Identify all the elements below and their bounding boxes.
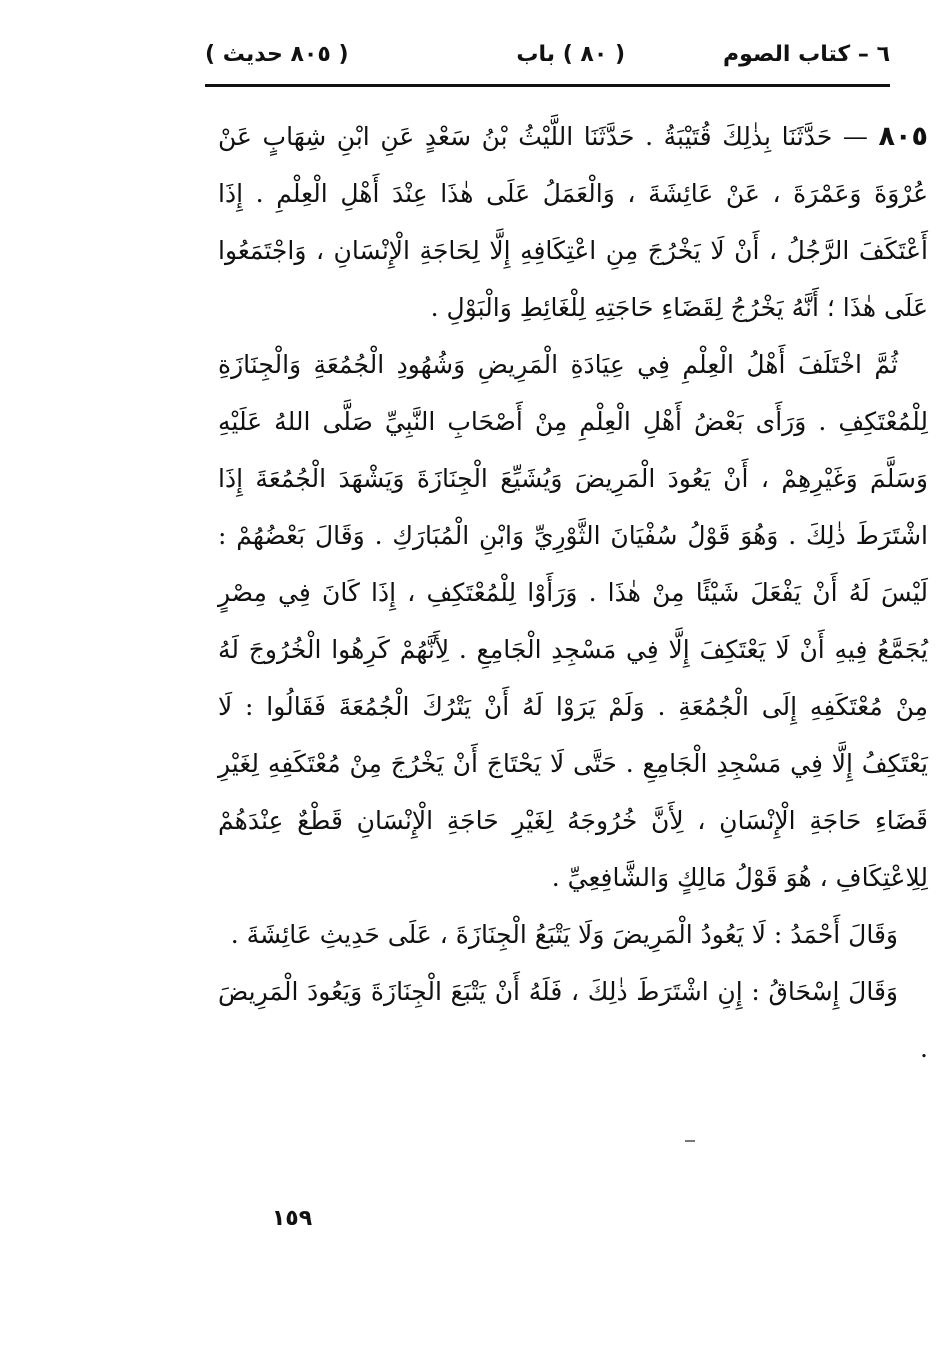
paragraph-ishaq: وَقَالَ إِسْحَاقُ : إِنِ اشْتَرَطَ ذٰلِكَ ، فَلَهُ أَنْ يَتْبَعَ الْجِنَازَةَ وَيَعُودَ الْمَرِيضَ . <box>218 977 928 1063</box>
paragraph-ahmad: وَقَالَ أَحْمَدُ : لَا يَعُودُ الْمَرِيضَ وَلَا يَتْبَعُ الْجِنَازَةَ ، عَلَى حَدِيثِ عَائِشَةَ . <box>230 920 898 949</box>
paragraph-text: — حَدَّثَنَا بِذٰلِكَ قُتَيْبَةُ . حَدَّثَنَا اللَّيْثُ بْنُ سَعْدٍ عَنِ ابْنِ شِهَابٍ عَنْ عُرْوَةَ وَعَمْرَةَ ، عَنْ عَائِشَةَ ، وَالْعَمَلُ عَلَى هٰذَا عِنْدَ أَهْلِ الْعِلْمِ . إِذَا أَعْتَكَفَ الرَّجُلُ ، أَنْ لَا يَخْرُجَ مِنِ اعْتِكَافِهِ إِلَّا لِحَاجَةِ الْإِنْسَانِ ، وَاجْتَمَعُوا عَلَى هٰذَا ؛ أَنَّهُ يَخْرُجُ لِقَضَاءِ حَاجَتِهِ لِلْغَائِطِ وَالْبَوْلِ . <box>218 122 928 322</box>
paragraph-scholars-disagreement: ثُمَّ اخْتَلَفَ أَهْلُ الْعِلْمِ فِي عِيَادَةِ الْمَرِيضِ وَشُهُودِ الْجُمُعَةِ وَالْجِنَازَةِ لِلْمُعْتَكِفِ . وَرَأَى بَعْضُ أَهْلِ الْعِلْمِ مِنْ أَصْحَابِ النَّبِيِّ صَلَّى اللهُ عَلَيْهِ وَسَلَّمَ وَغَيْرِهِمْ ، أَنْ يَعُودَ الْمَرِيضَ وَيُشَيِّعَ الْجِنَازَةَ وَيَشْهَدَ الْجُمُعَةَ إِذَا اشْتَرَطَ ذٰلِكَ . وَهُوَ قَوْلُ سُفْيَانَ الثَّوْرِيِّ وَابْنِ الْمُبَارَكِ . وَقَالَ بَعْضُهُمْ : لَيْسَ لَهُ أَنْ يَفْعَلَ شَيْئًا مِنْ هٰذَا . وَرَأَوْا لِلْمُعْتَكِفِ ، إِذَا كَانَ فِي مِصْرٍ يُجَمَّعُ فِيهِ أَنْ لَا يَعْتَكِفَ إِلَّا فِي مَسْجِدِ الْجَامِعِ . لِأَنَّهُمْ كَرِهُوا الْخُرُوجَ لَهُ مِنْ مُعْتَكَفِهِ إِلَى الْجُمُعَةِ . وَلَمْ يَرَوْا لَهُ أَنْ يَتْرُكَ الْجُمُعَةَ فَقَالُوا : لَا يَعْتَكِفُ إِلَّا فِي مَسْجِدِ الْجَامِعِ . حَتَّى لَا يَحْتَاجَ أَنْ يَخْرُجَ مِنْ مُعْتَكَفِهِ لِغَيْرِ قَضَاءِ حَاجَةِ الْإِنْسَانِ ، لِأَنَّ خُرُوجَهُ لِغَيْرِ حَاجَةِ الْإِنْسَانِ قَطْعٌ عِنْدَهُمْ لِلِاعْتِكَافِ ، هُوَ قَوْلُ مَالِكٍ وَالشَّافِعِيِّ . <box>218 350 928 892</box>
header-hadith-number: ( ٨٠٥ حديث ) <box>205 42 349 67</box>
header-chapter: ( ٨٠ ) باب <box>516 42 625 67</box>
paragraph-hadith <box>218 108 928 336</box>
header-book-title: ٦ – كتاب الصوم <box>723 42 890 67</box>
page-number: ١٥٩ <box>271 1206 313 1231</box>
body-text <box>218 108 928 1077</box>
hadith-number: ٨٠٥ <box>878 121 928 152</box>
header-rule <box>205 84 890 87</box>
running-header <box>205 38 890 80</box>
stray-mark <box>685 1140 695 1142</box>
